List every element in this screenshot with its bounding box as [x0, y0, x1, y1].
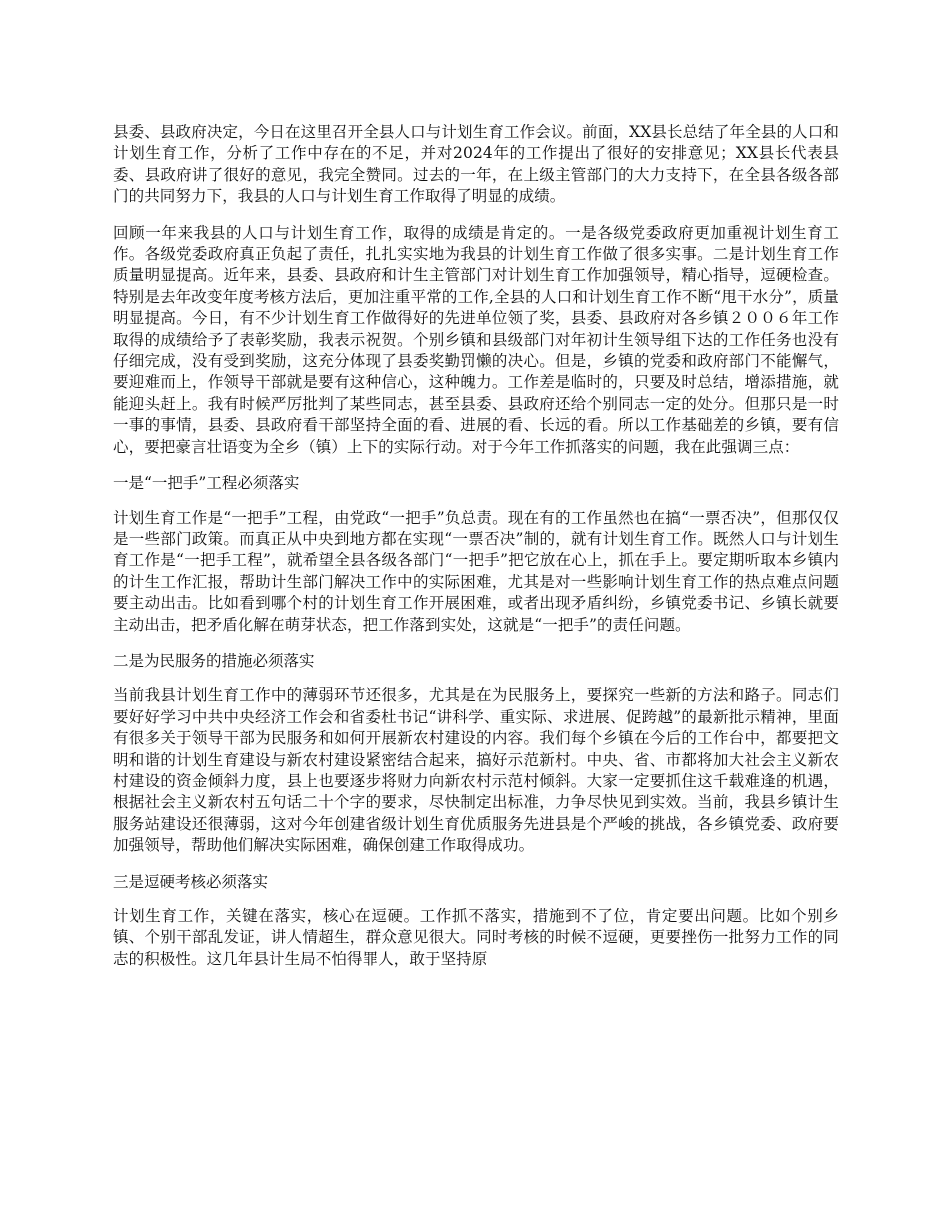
section-heading-3: 三是逗硬考核必须落实 — [113, 872, 269, 891]
section-heading-1: 一是“一把手”工程必须落实 — [113, 474, 300, 493]
intro-paragraph: 县委、县政府决定，今日在这里召开全县人口与计划生育工作会议。前面，XX县长总结了年全县的人口和计划生育工作，分析了工作中存在的不足，并对2024年的工作提出了很好的安排意见；XX县长代表县委、县政府讲了很好的意见，我完全赞同。过去的一年，在上级主管部门的大力支持下，在全县各级各部门的共同努力下，我县的人口与计划生育工作取得了明显的成绩。 — [113, 123, 839, 206]
section-heading-2: 二是为民服务的措施必须落实 — [113, 651, 315, 670]
section-body-1: 计划生育工作是“一把手”工程，由党政“一把手”负总责。现在有的工作虽然也在搞“一票否决”，但那仅仅是一些部门政策。而真正从中央到地方都在实现“一票否决”制的，就有计划生育工作。既然人口与计划生育工作是“一把手工程”，就希望全县各级各部门“一把手”把它放在心上，抓在手上。要定期听取本乡镇内的计生工作汇报，帮助计生部门解决工作中的实际困难，尤其是对一些影响计划生育工作的热点难点问题要主动出击。比如看到哪个村的计划生育工作开展困难，或者出现矛盾纠纷，乡镇党委书记、乡镇长就要主动出击，把矛盾化解在萌芽状态，把工作落到实处，这就是“一把手”的责任问题。 — [113, 508, 839, 634]
section-body-2: 当前我县计划生育工作中的薄弱环节还很多，尤其是在为民服务上，要探究一些新的方法和路子。同志们要好好学习中共中央经济工作会和省委杜书记“讲科学、重实际、求进展、促跨越”的最新批示精神，里面有很多关于领导干部为民服务和如何开展新农村建设的内容。我们每个乡镇在今后的工作台中，都要把文明和谐的计划生育建设与新农村建设紧密结合起来，搞好示范新村。中央、省、市都将加大社会主义新农村建设的资金倾斜力度，县上也要逐步将财力向新农村示范村倾斜。大家一定要抓住这千载难逢的机遇，根据社会主义新农村五句话二十个字的要求，尽快制定出标准，力争尽快见到实效。当前，我县乡镇计生服务站建设还很薄弱，这对今年创建省级计划生育优质服务先进县是个严峻的挑战，各乡镇党委、政府要加强领导，帮助他们解决实际困难，确保创建工作取得成功。 — [113, 686, 839, 855]
review-paragraph: 回顾一年来我县的人口与计划生育工作，取得的成绩是肯定的。一是各级党委政府更加重视计划生育工作。各级党委政府真正负起了责任，扎扎实实地为我县的计划生育工作做了很多实事。二是计划生育工作质量明显提高。近年来，县委、县政府和计生主管部门对计划生育工作加强领导，精心指导，逗硬检查。特别是去年改变年度考核方法后，更加注重平常的工作,全县的人口和计划生育工作不断“甩干水分”，质量明显提高。今日，有不少计划生育工作做得好的先进单位领了奖，县委、县政府对各乡镇２００６年工作取得的成绩给予了表彰奖励，我表示祝贺。个别乡镇和县级部门对年初计生领导组下达的工作任务也没有仔细完成，没有受到奖励，这充分体现了县委奖勤罚懒的决心。但是，乡镇的党委和政府部门不能懈气，要迎难而上，作领导干部就是要有这种信心，这种魄力。工作差是临时的，只要及时总结，增添措施，就能迎头赶上。我有时候严厉批判了某些同志，甚至县委、县政府还给个别同志一定的处分。但那只是一时一事的事情，县委、县政府看干部坚持全面的看、进展的看、长远的看。所以工作基础差的乡镇，要有信心，要把豪言壮语变为全乡（镇）上下的实际行动。对于今年工作抓落实的问题，我在此强调三点： — [113, 223, 839, 456]
document-page — [113, 122, 839, 985]
section-body-3: 计划生育工作，关键在落实，核心在逗硬。工作抓不落实，措施到不了位，肯定要出问题。比如个别乡镇、个别干部乱发证，讲人情超生，群众意见很大。同时考核的时候不逗硬，更要挫伤一批努力工作的同志的积极性。这几年县计生局不怕得罪人，敢于坚持原 — [113, 907, 839, 968]
